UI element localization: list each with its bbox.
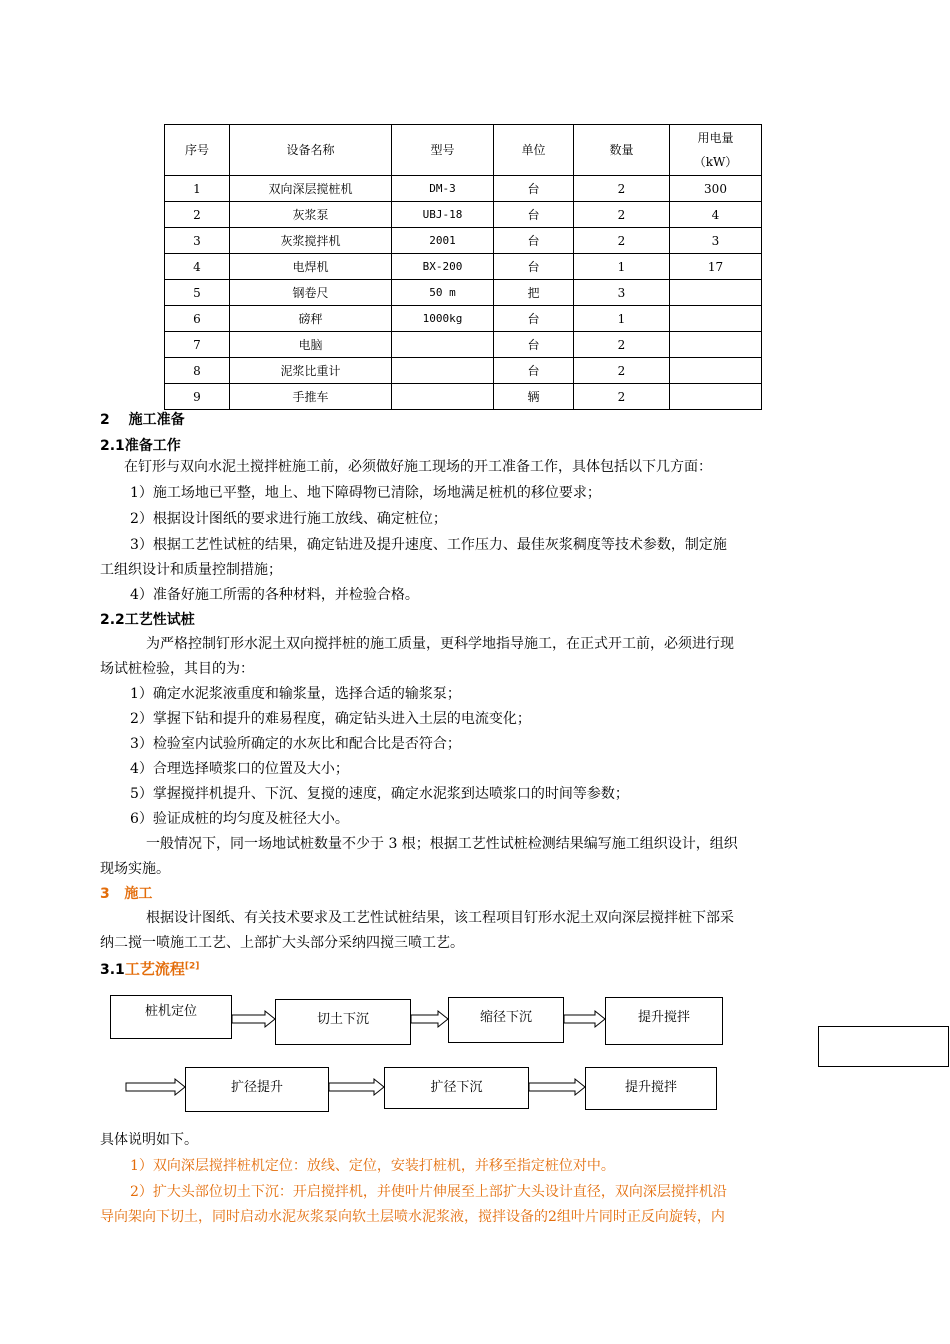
cell-name: 灰浆泵 [230, 202, 392, 228]
detail-intro: 具体说明如下。 [100, 1132, 198, 1148]
cell-qty: 2 [574, 358, 670, 384]
cell-unit: 台 [494, 202, 574, 228]
cell-unit: 台 [494, 332, 574, 358]
cell-power: 3 [670, 228, 762, 254]
s22-item-2: 2）掌握下钻和提升的难易程度，确定钻头进入土层的电流变化； [130, 711, 531, 727]
flow-step-cut-sink: 切土下沉 [275, 999, 411, 1045]
section-2-title: 2 施工准备 [100, 412, 185, 428]
cell-name: 磅秤 [230, 306, 392, 332]
s22-item-3: 3）检验室内试验所确定的水灰比和配合比是否符合； [130, 736, 461, 752]
header-model: 型号 [392, 125, 494, 176]
cell-name: 泥浆比重计 [230, 358, 392, 384]
section-3-text: 施工 [124, 886, 153, 902]
flow-step-expand-lift: 扩径提升 [185, 1067, 329, 1112]
cell-unit: 台 [494, 254, 574, 280]
cell-index: 9 [165, 384, 230, 410]
s21-item-1: 1）施工场地已平整，地上、地下障碍物已清除，场地满足桩机的移位要求； [130, 485, 601, 501]
s21-intro: 在钉形与双向水泥土搅拌桩施工前，必须做好施工现场的开工准备工作，具体包括以下几方面： [124, 459, 712, 475]
flow-step-lift-mix-2: 提升搅拌 [585, 1067, 717, 1110]
flow-arrow-5 [329, 1079, 384, 1095]
s21-item-3: 3）根据工艺性试桩的结果，确定钻进及提升速度、工作压力、最佳灰浆稠度等技术参数，制定施 [130, 537, 727, 553]
cell-model: 2001 [392, 228, 494, 254]
cell-index: 1 [165, 176, 230, 202]
section-2-2-title: 2.2工艺性试桩 [100, 612, 195, 628]
cell-unit: 把 [494, 280, 574, 306]
cell-index: 5 [165, 280, 230, 306]
cell-name: 手推车 [230, 384, 392, 410]
flow-step-reduced-sink: 缩径下沉 [448, 997, 564, 1043]
section-3-number: 3 [100, 886, 110, 902]
header-power-unit: （kW） [693, 155, 738, 169]
s3-intro-cont: 纳二搅一喷施工工艺、上部扩大头部分采纳四搅三喷工艺。 [100, 935, 464, 951]
cell-index: 6 [165, 306, 230, 332]
header-qty: 数量 [574, 125, 670, 176]
s21-item-2: 2）根据设计图纸的要求进行施工放线、确定桩位； [130, 511, 447, 527]
flow-step-pile-positioning: 桩机定位 [110, 995, 232, 1039]
header-power-label: 用电量 [697, 131, 734, 145]
s21-item-4: 4）准备好施工所需的各种材料，并检验合格。 [130, 587, 419, 603]
cell-model: 1000kg [392, 306, 494, 332]
cell-name: 钢卷尺 [230, 280, 392, 306]
s21-item-3-cont: 工组织设计和质量控制措施； [100, 562, 282, 578]
detail-item-2-cont: 导向架向下切土，同时启动水泥灰浆泵向软土层喷水泥浆液，搅拌设备的2组叶片同时正反向旋转，内 [100, 1209, 725, 1225]
cell-model: UBJ-18 [392, 202, 494, 228]
flow-empty-box [818, 1026, 949, 1067]
s31-number: 3.1 [100, 962, 125, 978]
cell-index: 4 [165, 254, 230, 280]
cell-unit: 辆 [494, 384, 574, 410]
cell-power: 17 [670, 254, 762, 280]
cell-name: 电焊机 [230, 254, 392, 280]
cell-qty: 1 [574, 306, 670, 332]
cell-qty: 2 [574, 332, 670, 358]
cell-model: BX-200 [392, 254, 494, 280]
detail-item-2: 2）扩大头部位切土下沉：开启搅拌机，并使叶片伸展至上部扩大头设计直径，双向深层搅拌机沿 [130, 1184, 727, 1200]
cell-unit: 台 [494, 306, 574, 332]
s22-intro: 为严格控制钉形水泥土双向搅拌桩的施工质量，更科学地指导施工，在正式开工前，必须进行现 [146, 636, 734, 652]
flow-arrow-3 [564, 1011, 605, 1027]
cell-unit: 台 [494, 358, 574, 384]
s22-item-5: 5）掌握搅拌机提升、下沉、复搅的速度，确定水泥浆到达喷浆口的时间等参数； [130, 786, 629, 802]
s22-intro-cont: 场试桩检验，其目的为： [100, 661, 254, 677]
flow-arrow-2 [411, 1011, 448, 1027]
s22-item-6: 6）验证成桩的均匀度及桩径大小。 [130, 811, 349, 827]
cell-qty: 2 [574, 384, 670, 410]
cell-qty: 1 [574, 254, 670, 280]
cell-power: 4 [670, 202, 762, 228]
section-2-1-title: 2.1准备工作 [100, 438, 181, 454]
cell-index: 8 [165, 358, 230, 384]
cell-unit: 台 [494, 228, 574, 254]
cell-qty: 2 [574, 202, 670, 228]
header-name: 设备名称 [230, 125, 392, 176]
cell-unit: 台 [494, 176, 574, 202]
cell-name: 双向深层搅桩机 [230, 176, 392, 202]
s3-intro: 根据设计图纸、有关技术要求及工艺性试桩结果，该工程项目钉形水泥土双向深层搅拌桩下部采 [146, 910, 734, 926]
s22-outro: 一般情况下，同一场地试桩数量不少于 3 根；根据工艺性试桩检测结果编写施工组织设计，组织 [146, 836, 738, 852]
detail-item-1: 1）双向深层搅拌桩机定位：放线、定位，安装打桩机，并移至指定桩位对中。 [130, 1158, 615, 1174]
flow-step-expand-sink: 扩径下沉 [384, 1067, 529, 1109]
s31-reference: [2] [184, 961, 200, 972]
cell-index: 7 [165, 332, 230, 358]
cell-index: 3 [165, 228, 230, 254]
cell-qty: 2 [574, 176, 670, 202]
cell-qty: 3 [574, 280, 670, 306]
cell-power: 300 [670, 176, 762, 202]
header-index: 序号 [165, 125, 230, 176]
cell-model: DM-3 [392, 176, 494, 202]
flow-arrow-6 [529, 1079, 585, 1095]
cell-name: 灰浆搅拌机 [230, 228, 392, 254]
header-unit: 单位 [494, 125, 574, 176]
flow-arrow-1 [232, 1011, 275, 1027]
cell-qty: 2 [574, 228, 670, 254]
s22-item-4: 4）合理选择喷浆口的位置及大小； [130, 761, 349, 777]
s22-outro-cont: 现场实施。 [100, 861, 170, 877]
s31-title-text: 工艺流程 [124, 960, 185, 978]
flow-step-lift-mix: 提升搅拌 [605, 997, 723, 1045]
flow-arrow-4 [126, 1079, 185, 1095]
s22-item-1: 1）确定水泥浆液重度和输浆量，选择合适的输浆泵； [130, 686, 461, 702]
cell-model: 50 m [392, 280, 494, 306]
cell-index: 2 [165, 202, 230, 228]
cell-name: 电脑 [230, 332, 392, 358]
